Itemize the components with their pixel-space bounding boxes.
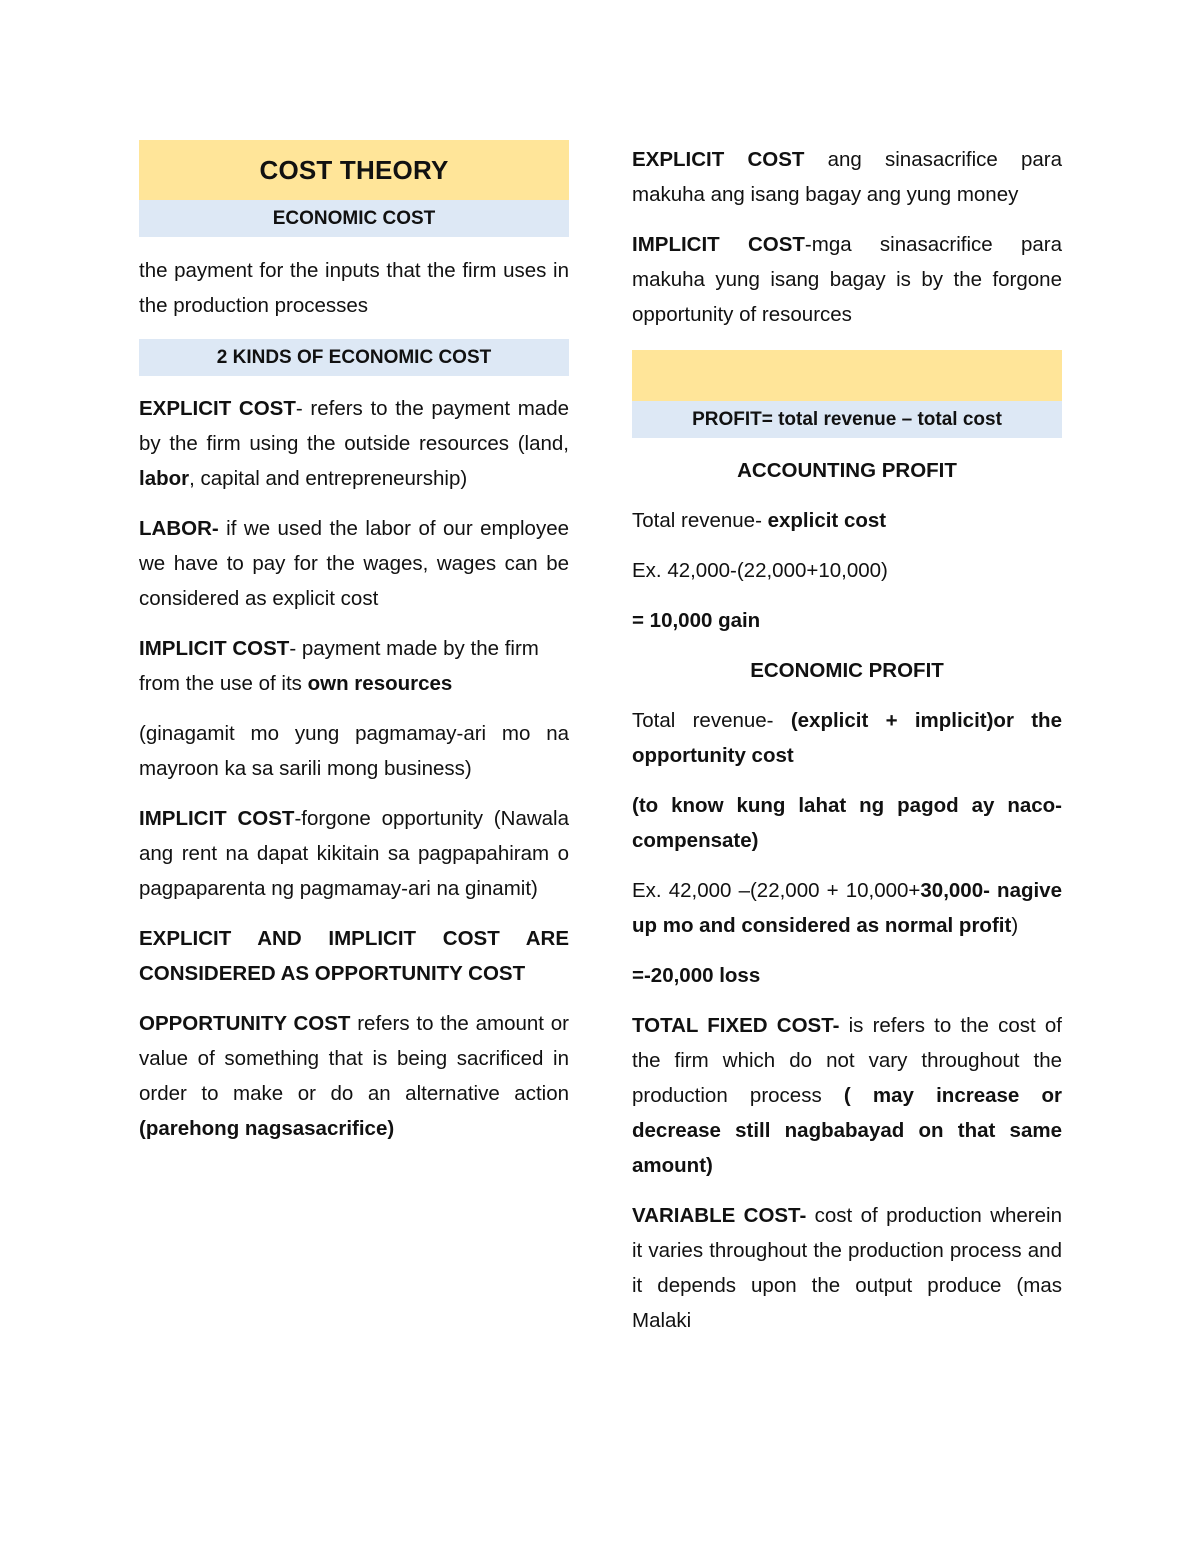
right-explicit-label: EXPLICIT COST <box>632 148 805 171</box>
right-explicit-text: ang sinasacrifice para makuha ang isang bagay ang yung money <box>632 148 1062 206</box>
opportunity-statement <box>139 921 569 991</box>
opportunity-statement-text: EXPLICIT AND IMPLICIT COST ARE CONSIDERED AS OPPORTUNITY COST <box>139 927 569 985</box>
variable-cost-paragraph <box>632 1198 1062 1338</box>
right-explicit-paragraph <box>632 142 1062 212</box>
economic-cost-heading: ECONOMIC COST <box>139 200 569 237</box>
kinds-heading: 2 KINDS OF ECONOMIC COST <box>139 339 569 376</box>
right-implicit-label: IMPLICIT COST <box>632 233 805 256</box>
right-implicit-text: -mga sinasacrifice para makuha yung isang bagay is by the forgone opportunity of resources <box>632 233 1063 326</box>
implicit-cost-label: IMPLICIT COST <box>139 637 290 660</box>
implicit-cost-forgone-text: -forgone opportunity (Nawala ang rent na dapat kikitain sa pagpapahiram o pagpaparenta ng pagmamay-ari na ginamit) <box>139 807 570 900</box>
implicit-cost-paragraph <box>139 631 569 701</box>
implicit-cost-text: - payment made by the firm from the use of its <box>139 637 539 695</box>
explicit-cost-label: EXPLICIT COST <box>139 397 296 420</box>
economic-result <box>632 958 1062 993</box>
opportunity-cost-label: OPPORTUNITY COST <box>139 1012 351 1035</box>
to-know-paragraph <box>632 788 1062 858</box>
accounting-profit-heading <box>632 453 1062 488</box>
economic-profit-heading-text: ECONOMIC PROFIT <box>750 659 944 682</box>
economic-result-text: =-20,000 loss <box>632 964 761 987</box>
implicit-cost-forgone-label: IMPLICIT COST <box>139 807 295 830</box>
to-know-text: (to know kung lahat ng pagod ay naco-compensate) <box>632 794 1062 852</box>
total-fixed-cost-bold: ( may increase or decrease still nagbabayad on that same amount) <box>632 1084 1062 1177</box>
yellow-band <box>632 350 1062 401</box>
accounting-formula <box>632 503 1062 538</box>
variable-cost-label: VARIABLE COST- <box>632 1204 807 1227</box>
accounting-formula-bold: explicit cost <box>767 509 887 532</box>
economic-formula-text: Total revenue- <box>632 709 791 732</box>
labor-label: LABOR- <box>139 517 219 540</box>
right-implicit-paragraph <box>632 227 1062 332</box>
accounting-result-text: = 10,000 gain <box>632 609 761 632</box>
left-column <box>139 140 569 1146</box>
total-fixed-cost-label: TOTAL FIXED COST- <box>632 1014 840 1037</box>
right-column <box>632 140 1062 1338</box>
profit-formula: PROFIT= total revenue – total cost <box>632 401 1062 438</box>
explicit-cost-labor: labor <box>139 467 190 490</box>
explicit-cost-text-1: - refers to the payment made by the firm using the outside resources (land, <box>139 397 569 455</box>
economic-profit-heading <box>632 653 1062 688</box>
opportunity-cost-paragraph <box>139 1006 569 1146</box>
accounting-formula-text: Total revenue- <box>632 509 768 532</box>
opportunity-cost-text: refers to the amount or value of something that is being sacrificed in order to make or do an alternative action <box>139 1012 569 1105</box>
economic-example-end: ) <box>1011 914 1019 937</box>
economic-formula-bold: (explicit + implicit)or the opportunity cost <box>632 709 1062 767</box>
page-title: COST THEORY <box>139 140 569 200</box>
economic-cost-definition: the payment for the inputs that the firm uses in the production processes <box>139 259 569 317</box>
accounting-example: Ex. 42,000-(22,000+10,000) <box>632 559 888 582</box>
accounting-result <box>632 603 1062 638</box>
implicit-cost-forgone-paragraph <box>139 801 569 906</box>
total-fixed-cost-paragraph <box>632 1008 1062 1183</box>
total-fixed-cost-text: is refers to the cost of the firm which do not vary throughout the production process <box>632 1014 1062 1107</box>
economic-example <box>632 873 1062 943</box>
economic-formula <box>632 703 1062 773</box>
labor-paragraph <box>139 511 569 616</box>
economic-example-bold: 30,000- nagive up mo and considered as normal profit <box>632 879 1062 937</box>
labor-text: if we used the labor of our employee we have to pay for the wages, wages can be considered as explicit cost <box>139 517 569 610</box>
ginagamit-paragraph: (ginagamit mo yung pagmamay-ari mo na mayroon ka sa sarili mong business) <box>139 722 569 780</box>
opportunity-cost-bold: (parehong nagsasacrifice) <box>139 1117 395 1140</box>
accounting-profit-heading-text: ACCOUNTING PROFIT <box>737 459 957 482</box>
economic-example-text: Ex. 42,000 –(22,000 + 10,000+ <box>632 879 921 902</box>
variable-cost-text: cost of production wherein it varies throughout the production process and it depends upon the output produce (mas Malaki <box>632 1204 1062 1332</box>
explicit-cost-text-2: , capital and entrepreneurship) <box>189 467 468 490</box>
explicit-cost-paragraph <box>139 391 569 496</box>
implicit-cost-own-resources: own resources <box>307 672 453 695</box>
